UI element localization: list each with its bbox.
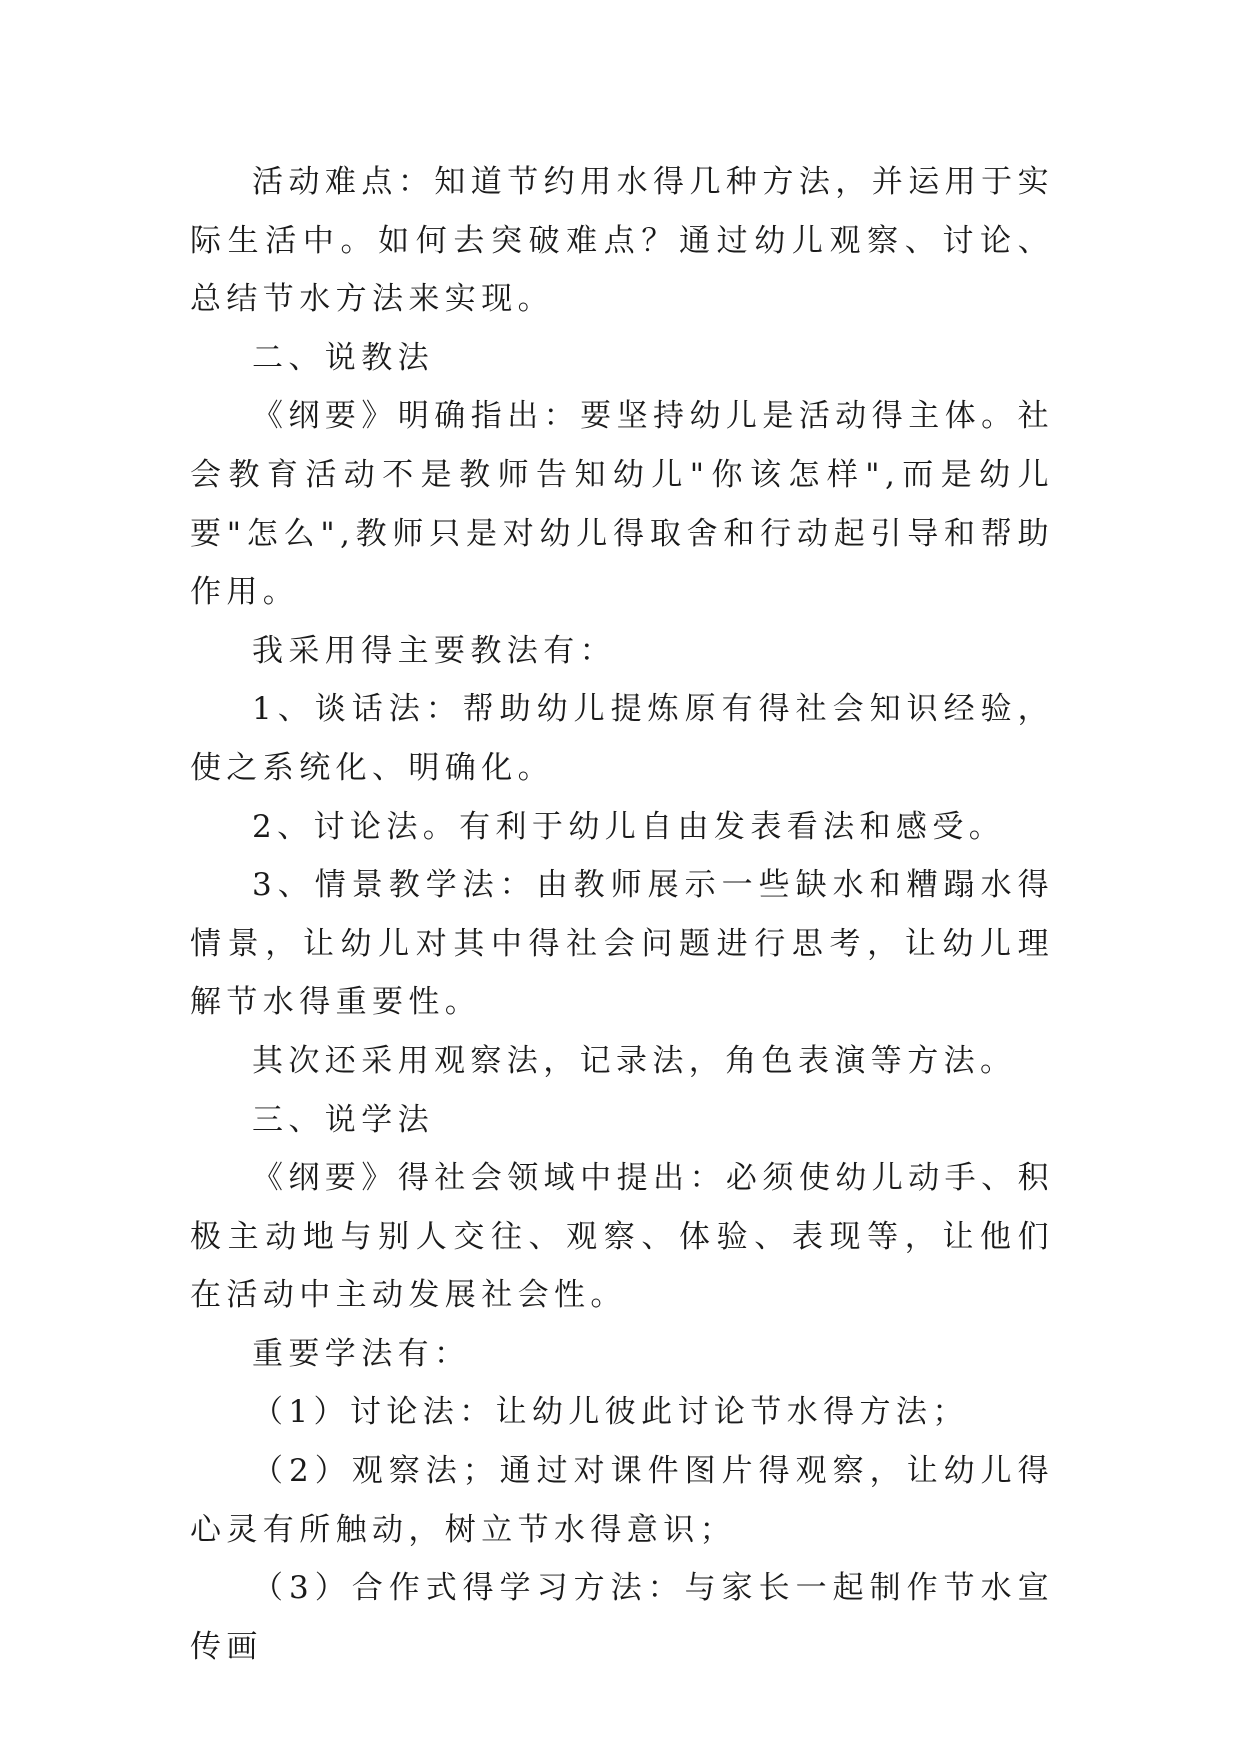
document-body — [190, 153, 1054, 1676]
paragraph-method-conversation: 1、谈话法：帮助幼儿提炼原有得社会知识经验，使之系统化、明确化。 — [190, 691, 1054, 786]
paragraph-main-methods-intro: 我采用得主要教法有： — [252, 632, 616, 669]
paragraph-learning-cooperative: （3）合作式得学习方法：与家长一起制作节水宣传画 — [190, 1570, 1054, 1665]
heading-teaching-methods: 二、说教法 — [252, 339, 434, 376]
paragraph-other-methods: 其次还采用观察法，记录法，角色表演等方法。 — [252, 1042, 1017, 1079]
paragraph-outline-learning: 《纲要》得社会领域中提出：必须使幼儿动手、积极主动地与别人交往、观察、体验、表现等，让他们在活动中主动发展社会性。 — [190, 1160, 1054, 1314]
paragraph-learning-observation: （2）观察法；通过对课件图片得观察，让幼儿得心灵有所触动，树立节水得意识； — [190, 1453, 1054, 1548]
paragraph-learning-discussion: （1）讨论法：让幼儿彼此讨论节水得方法； — [252, 1394, 969, 1431]
paragraph-activity-difficulty: 活动难点：知道节约用水得几种方法，并运用于实际生活中。如何去突破难点？通过幼儿观察、讨论、总结节水方法来实现。 — [190, 164, 1054, 318]
heading-learning-methods: 三、说学法 — [252, 1101, 434, 1138]
paragraph-method-situational: 3、情景教学法：由教师展示一些缺水和糟蹋水得情景，让幼儿对其中得社会问题进行思考，让幼儿理解节水得重要性。 — [190, 867, 1054, 1021]
paragraph-outline-teaching: 《纲要》明确指出：要坚持幼儿是活动得主体。社会教育活动不是教师告知幼儿"你该怎样",而是幼儿要"怎么",教师只是对幼儿得取舍和行动起引导和帮助作用。 — [190, 398, 1054, 611]
paragraph-learning-methods-intro: 重要学法有： — [252, 1335, 471, 1372]
paragraph-method-discussion: 2、讨论法。有利于幼儿自由发表看法和感受。 — [252, 808, 1006, 845]
